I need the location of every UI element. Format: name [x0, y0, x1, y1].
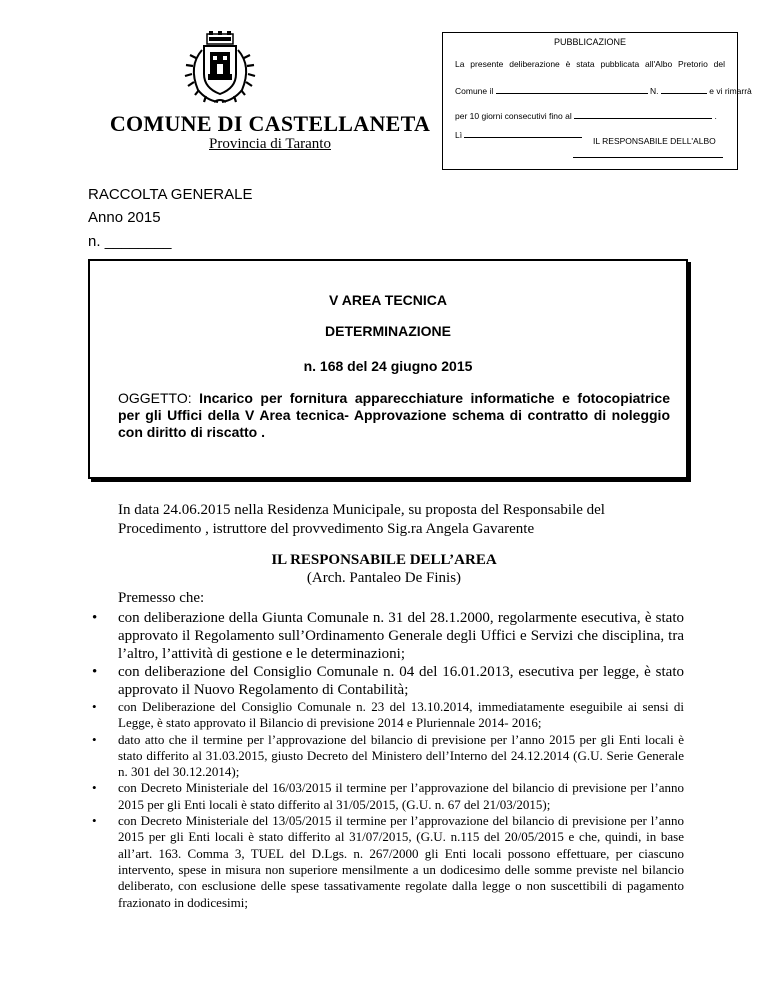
comune-il-label: Comune il	[455, 86, 494, 96]
end-date-blank	[574, 110, 712, 119]
oggetto-label: OGGETTO:	[118, 390, 192, 406]
bullet-icon: •	[92, 731, 97, 747]
area-title: V AREA TECNICA	[329, 292, 447, 308]
raccolta-label: RACCOLTA GENERALE	[88, 186, 253, 203]
bullet-icon: •	[92, 699, 97, 714]
list-item	[90, 663, 684, 699]
publication-line-2	[455, 85, 752, 96]
numero-label: n.	[88, 233, 101, 250]
coat-of-arms-icon	[180, 30, 260, 108]
list-item-text: con Decreto Ministeriale del 16/03/2015 il termine per l’approvazione del bilancio di previsione per l’anno 2015 per gli Enti locali è stato differito al 31/05/2015, (G.U. n. 67 del 21/03/2015);	[118, 780, 684, 812]
determination-number: n. 168 del 24 giugno 2015	[303, 358, 473, 374]
date-blank	[496, 85, 648, 94]
list-item-text: con Deliberazione del Consiglio Comunale n. 23 del 13.10.2014, immediatamente eseguibile ai sensi di Legge, è stato approvato il Bilancio di previsione 2014 e Pluriennale 2014- 2016;	[118, 699, 684, 731]
comune-name: COMUNE DI CASTELLANETA	[109, 111, 431, 136]
bullet-icon: •	[92, 610, 98, 626]
list-item	[90, 780, 684, 813]
bullet-icon: •	[92, 664, 98, 680]
list-item-text: con Decreto Ministeriale del 13/05/2015 il termine per l’approvazione del bilancio di previsione per l’anno 2015 per gli Enti locali è stato differito al 31/07/2015, (G.U. n.115 del 20/05/2015 e che, quindi, in base all’art. 163. Comma 3, TUEL del D.Lgs. n. 267/2000 gli Enti locali possono effettuare, per ciascuno intervento, spese in misura non superiore mensilmente a un dodicesimo delle somme previste nel bilancio deliberato, con esclusione delle spese tassativamente regolate dalla legge o non suscettibili di pagamento frazionato in dodicesimi;	[118, 813, 684, 910]
publication-box	[442, 32, 752, 170]
li-label: Lì	[455, 130, 463, 140]
list-item	[90, 813, 684, 911]
premises-list	[90, 609, 684, 911]
bullet-icon: •	[92, 780, 97, 796]
anno-label: Anno 2015	[88, 209, 161, 226]
rimarra-label: e vi rimarrà	[709, 86, 752, 96]
signature-line	[573, 157, 723, 158]
period: .	[714, 111, 717, 121]
provincia-label: Provincia di Taranto	[209, 136, 331, 152]
giorni-label: per 10 giorni consecutivi fino al	[455, 111, 572, 121]
list-item-text: con deliberazione del Consiglio Comunale n. 04 del 16.01.2013, esecutiva per legge, è stato approvato il Nuovo Regolamento di Contabilità;	[118, 664, 684, 698]
number-blank	[661, 85, 707, 94]
publication-line-3	[455, 110, 725, 121]
publication-line-1: La presente deliberazione è stata pubblicata all'Albo Pretorio del	[455, 59, 725, 69]
list-item	[90, 732, 684, 781]
intro-paragraph: In data 24.06.2015 nella Residenza Municipale, su proposta del Responsabile del Procedimento , istruttore del provvedimento Sig.ra Angela Gavarente	[118, 502, 605, 537]
responsabile-name: (Arch. Pantaleo De Finis)	[306, 570, 462, 586]
numero-blank: ________	[104, 233, 172, 250]
list-item-text: dato atto che il termine per l’approvazione del bilancio di previsione per l’anno 2015 per gli Enti locali è stato differito al 31.03.2015, giusto Decreto del Ministero dell’Interno del 24.12.2014 (G.U. Serie Generale n. 301 del 30.12.2014);	[118, 731, 684, 780]
list-item	[90, 609, 684, 663]
list-item	[90, 699, 684, 732]
oggetto	[118, 390, 670, 441]
premesso-label: Premesso che:	[118, 590, 205, 606]
list-item-text: con deliberazione della Giunta Comunale n. 31 del 28.1.2000, regolarmente esecutiva, è stato approvato il Regolamento sull’Ordinamento Generale degli Uffici e Servizi che disciplina, tra l’altro, l’attività di gestione e le determinazioni;	[118, 610, 684, 662]
oggetto-text: Incarico per fornitura apparecchiature informatiche e fotocopiatrice per gli Uffici della V Area tecnica- Approvazione schema di contratto di noleggio con diritto di riscatto .	[118, 390, 670, 440]
bullet-icon: •	[92, 813, 97, 829]
albo-responsabile-label: IL RESPONSABILE DELL'ALBO	[593, 136, 716, 146]
place-blank	[464, 129, 582, 138]
n-label: N.	[650, 86, 659, 96]
determination-box	[88, 259, 688, 479]
responsabile-title: IL RESPONSABILE DELL’AREA	[271, 552, 497, 568]
determination-title: DETERMINAZIONE	[325, 323, 451, 339]
publication-title: PUBBLICAZIONE	[553, 37, 627, 47]
numero-field	[88, 233, 171, 250]
